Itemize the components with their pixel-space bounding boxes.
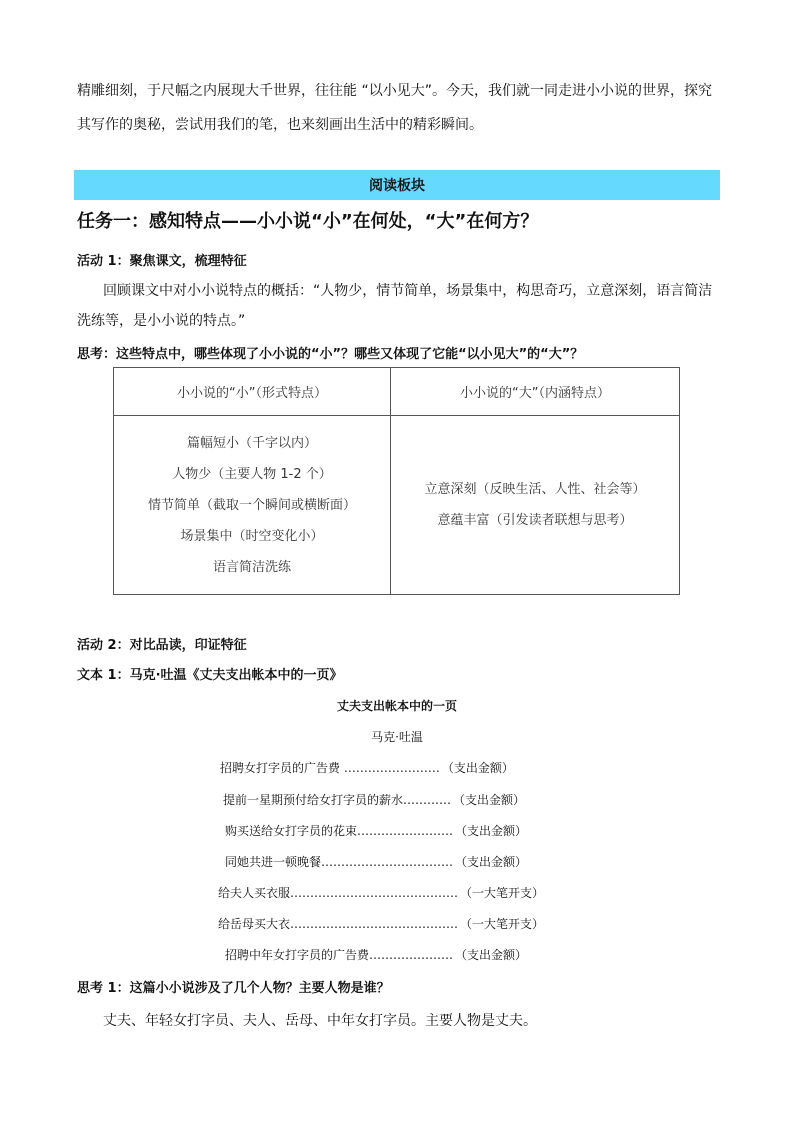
activity1-para-line-2: 洗练等，是小小说的特点。” bbox=[77, 313, 246, 329]
ledger-amount: （支出金额） bbox=[453, 793, 526, 807]
ledger-item: 同她共进一顿晚餐…………………………… bbox=[225, 855, 454, 869]
small-feature-item: 人物少（主要人物 1-2 个） bbox=[172, 466, 332, 482]
header-small: 小小说的“小”（形式特点） bbox=[114, 368, 391, 416]
think1-question: 思考 1：这篇小小说涉及了几个人物？主要人物是谁？ bbox=[77, 981, 390, 996]
ledger-row bbox=[225, 822, 527, 839]
intro-line-2: 其写作的奥秘，尝试用我们的笔，也来刻画出生活中的精彩瞬间。 bbox=[77, 117, 483, 133]
banner-title: 阅读板块 bbox=[369, 178, 425, 194]
ledger-item: 招聘女打字员的广告费 …………………… bbox=[220, 761, 440, 775]
ledger-row bbox=[218, 884, 544, 901]
small-feature-item: 情节简单（截取一个瞬间或横断面） bbox=[147, 497, 356, 513]
small-feature-item: 语言简洁洗练 bbox=[212, 559, 291, 575]
activity2-label: 活动 2：对比品读，印证特征 bbox=[77, 638, 247, 653]
intro-line-1: 精雕细刻，于尺幅之内展现大千世界，往往能 “以小见大”。今天，我们就一同走进小小说的世界，探究 bbox=[77, 83, 712, 99]
ledger-item: 招聘中年女打字员的广告费………………… bbox=[225, 948, 454, 962]
small-feature-item: 场景集中（时空变化小） bbox=[180, 528, 324, 544]
big-feature-item: 立意深刻（反映生活、人性、社会等） bbox=[424, 482, 646, 497]
ledger-row bbox=[225, 853, 527, 870]
activity1-label: 活动 1：聚焦课文，梳理特征 bbox=[77, 254, 247, 269]
small-feature-item: 篇幅短小（千字以内） bbox=[186, 435, 317, 451]
ledger-row bbox=[220, 759, 514, 776]
reading-section-banner bbox=[74, 170, 720, 200]
big-features-cell bbox=[391, 416, 680, 595]
ledger-amount: （一大笔开支） bbox=[460, 917, 545, 931]
header-big: 小小说的“大”（内涵特点） bbox=[391, 368, 680, 416]
ledger-item: 购买送给女打字员的花束…………………… bbox=[225, 824, 454, 838]
ledger-row bbox=[218, 915, 544, 932]
ledger-amount: （支出金额） bbox=[441, 761, 514, 775]
text1-label: 文本 1：马克·吐温《丈夫支出帐本中的一页》 bbox=[77, 668, 343, 683]
ledger-amount: （支出金额） bbox=[455, 948, 528, 962]
ledger-amount: （支出金额） bbox=[455, 855, 528, 869]
ledger-item: 提前一星期预付给女打字员的薪水………… bbox=[223, 793, 452, 807]
story-author: 马克·吐温 bbox=[371, 730, 423, 744]
ledger-item: 给岳母买大衣…………………………………… bbox=[218, 917, 459, 931]
ledger-amount: （支出金额） bbox=[455, 824, 528, 838]
think1-answer: 丈夫、年轻女打字员、夫人、岳母、中年女打字员。主要人物是丈夫。 bbox=[103, 1013, 537, 1029]
table-header-row bbox=[114, 368, 680, 416]
ledger-row bbox=[223, 791, 525, 808]
ledger-item: 给夫人买衣服…………………………………… bbox=[218, 886, 459, 900]
big-feature-item: 意蕴丰富（引发读者联想与思考） bbox=[437, 513, 633, 528]
activity1-para-line-1: 回顾课文中对小小说特点的概括：“人物少，情节简单，场景集中，构思奇巧，立意深刻，语言简洁 bbox=[103, 283, 713, 299]
features-table bbox=[113, 367, 680, 595]
activity1-think: 思考：这些特点中，哪些体现了小小说的“小”？哪些又体现了它能“以小见大”的“大”？ bbox=[77, 347, 584, 362]
task1-heading: 任务一：感知特点——小小说“小”在何处，“大”在何方？ bbox=[77, 211, 539, 232]
ledger-row bbox=[225, 946, 527, 963]
table-body-row bbox=[114, 416, 680, 595]
ledger-amount: （一大笔开支） bbox=[460, 886, 545, 900]
small-features-cell bbox=[114, 416, 391, 595]
story-title: 丈夫支出帐本中的一页 bbox=[336, 699, 457, 713]
